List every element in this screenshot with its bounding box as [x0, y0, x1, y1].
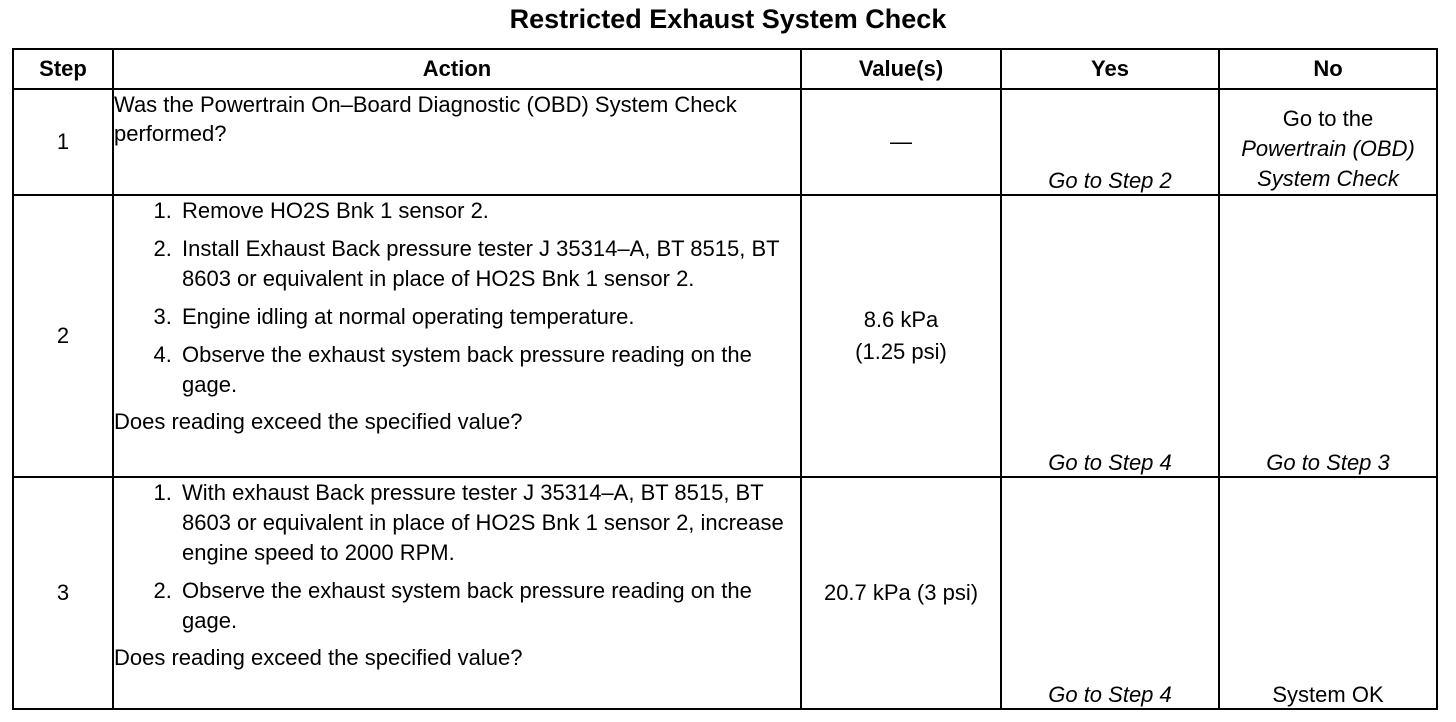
yes-cell: Go to Step 4	[1001, 195, 1219, 477]
action-cell	[113, 89, 801, 195]
step-number: 3	[13, 477, 113, 709]
yes-cell: Go to Step 2	[1001, 89, 1219, 195]
action-step: 4. Observe the exhaust system back pressure reading on the gage.	[178, 340, 800, 400]
header-no: No	[1219, 49, 1437, 89]
value-cell: —	[801, 89, 1001, 195]
action-step: 1. With exhaust Back pressure tester J 35314–A, BT 8515, BT 8603 or equivalent in place of HO2S Bnk 1 sensor 2, increase engine speed to 2000 RPM.	[178, 478, 800, 568]
no-line-3: System Check	[1257, 166, 1399, 191]
value-cell: 20.7 kPa (3 psi)	[801, 477, 1001, 709]
action-step: 2. Observe the exhaust system back pressure reading on the gage.	[178, 576, 800, 636]
value-line-2: (1.25 psi)	[855, 339, 947, 364]
table-row-step-2	[13, 195, 1437, 477]
yes-cell: Go to Step 4	[1001, 477, 1219, 709]
no-line-1: Go to the	[1282, 106, 1374, 131]
action-question: Does reading exceed the specified value?	[114, 409, 523, 434]
action-step: 2. Install Exhaust Back pressure tester J 35314–A, BT 8515, BT 8603 or equivalent in place of HO2S Bnk 1 sensor 2.	[178, 234, 800, 294]
action-step: 3. Engine idling at normal operating temperature.	[178, 302, 800, 332]
action-steps-list	[114, 478, 800, 636]
action-cell	[113, 477, 801, 709]
action-question: Does reading exceed the specified value?	[114, 645, 523, 670]
no-cell	[1219, 89, 1437, 195]
no-cell: Go to Step 3	[1219, 195, 1437, 477]
value-cell	[801, 195, 1001, 477]
value-line-1: 8.6 kPa	[863, 307, 939, 332]
page-title: Restricted Exhaust System Check	[509, 4, 947, 34]
no-cell: System OK	[1219, 477, 1437, 709]
header-values: Value(s)	[801, 49, 1001, 89]
table-row-step-3	[13, 477, 1437, 709]
table-row-step-1	[13, 89, 1437, 195]
action-step: 1. Remove HO2S Bnk 1 sensor 2.	[178, 196, 800, 226]
header-yes: Yes	[1001, 49, 1219, 89]
action-question: Was the Powertrain On–Board Diagnostic (OBD) System Check performed?	[114, 92, 737, 146]
diagnostic-table	[12, 48, 1438, 710]
action-cell	[113, 195, 801, 477]
action-steps-list	[114, 196, 800, 400]
step-number: 2	[13, 195, 113, 477]
header-step: Step	[13, 49, 113, 89]
header-action: Action	[113, 49, 801, 89]
step-number: 1	[13, 89, 113, 195]
no-line-2: Powertrain (OBD)	[1241, 136, 1415, 161]
header-row	[13, 49, 1437, 89]
